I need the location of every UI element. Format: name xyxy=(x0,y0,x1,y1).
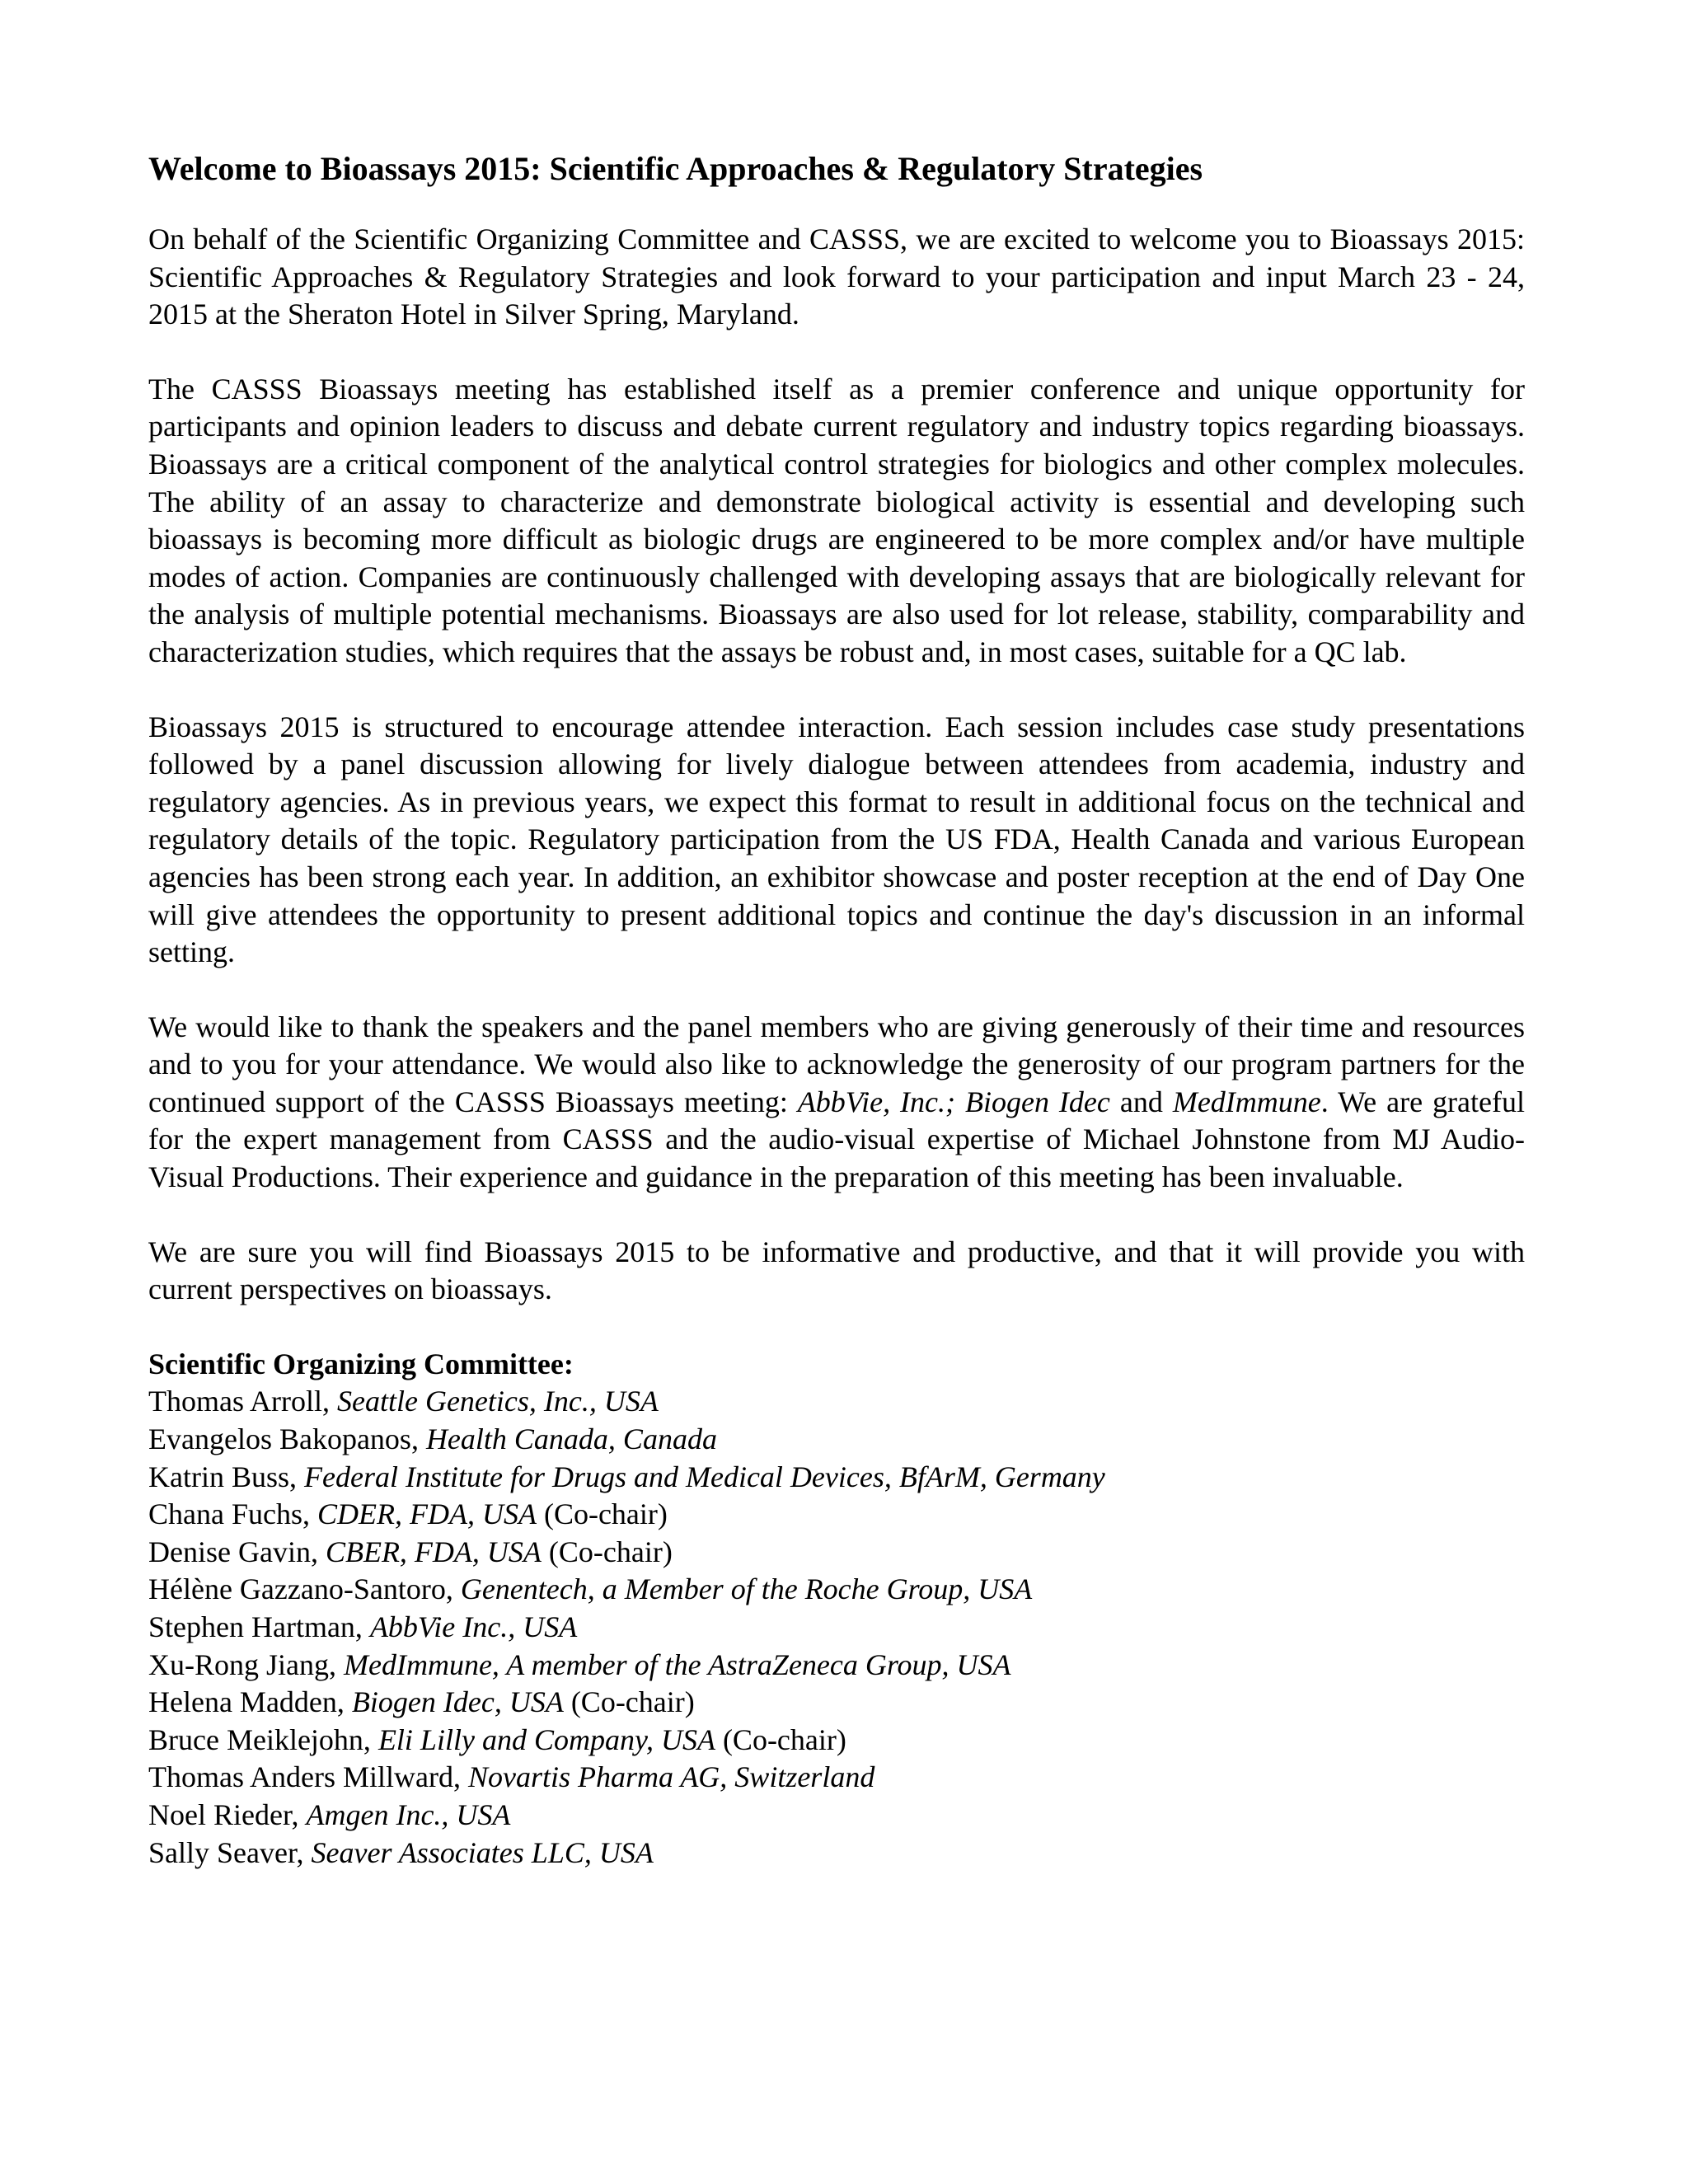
committee-member xyxy=(148,1759,1525,1797)
member-affiliation: CBER, FDA, USA xyxy=(325,1535,542,1568)
structure-paragraph: Bioassays 2015 is structured to encourage attendee interaction. Each session includes case study presentations followed by a panel discussion allowing for lively dialogue between attendees from academia, industry and regulatory agencies. As in previous years, we expect this format to result in additional focus on the technical and regulatory details of the topic. Regulatory participation from the US FDA, Health Canada and various European agencies has been strong each year. In addition, an exhibitor showcase and poster reception at the end of Day One will give attendees the opportunity to present additional topics and continue the day's discussion in an informal setting. xyxy=(148,710,1525,969)
committee-member xyxy=(148,1647,1525,1685)
member-affiliation: Eli Lilly and Company, USA xyxy=(377,1722,715,1756)
committee-member xyxy=(148,1722,1525,1760)
thanks-text-and: and xyxy=(1109,1085,1173,1118)
committee-section xyxy=(148,1346,1525,1872)
member-name: Sally Seaver, xyxy=(148,1835,312,1869)
committee-member xyxy=(148,1496,1525,1534)
member-role: (Co-chair) xyxy=(715,1722,846,1756)
thanks-text-after: . We are grateful for the expert management from CASSS and the audio-visual expertise of Michael Johnstone from MJ Audio-Visual Productions. Their experience and guidance in the preparation of this meeting has been invaluable. xyxy=(148,1085,1525,1194)
member-name: Denise Gavin, xyxy=(148,1535,326,1568)
program-partners-text: AbbVie, Inc.; Biogen Idec xyxy=(797,1085,1110,1118)
member-role: (Co-chair) xyxy=(536,1497,668,1531)
member-name: Bruce Meiklejohn, xyxy=(148,1722,378,1756)
committee-member xyxy=(148,1383,1525,1421)
committee-member xyxy=(148,1797,1525,1835)
committee-member xyxy=(148,1571,1525,1609)
member-affiliation: CDER, FDA, USA xyxy=(316,1497,537,1531)
thanks-paragraph xyxy=(148,1009,1525,1197)
member-name: Chana Fuchs, xyxy=(148,1497,317,1531)
member-role: (Co-chair) xyxy=(541,1535,673,1568)
document-page xyxy=(148,148,1525,1872)
member-role: (Co-chair) xyxy=(563,1685,695,1719)
member-affiliation: Seattle Genetics, Inc., USA xyxy=(336,1385,659,1418)
member-affiliation: Health Canada, Canada xyxy=(425,1422,717,1456)
program-partner-medimmune: MedImmune xyxy=(1172,1085,1321,1118)
member-affiliation: Novartis Pharma AG, Switzerland xyxy=(467,1760,875,1794)
committee-heading: Scientific Organizing Committee: xyxy=(148,1347,574,1380)
closing-paragraph: We are sure you will find Bioassays 2015 to be informative and productive, and that it will provide you with current perspectives on bioassays. xyxy=(148,1235,1525,1306)
meeting-description-paragraph: The CASSS Bioassays meeting has established itself as a premier conference and unique opportunity for participants and opinion leaders to discuss and debate current regulatory and industry topics regarding bioassays. Bioassays are a critical component of the analytical control strategies for biologics and other complex molecules. The ability of an assay to characterize and demonstrate biological activity is essential and developing such bioassays is becoming more difficult as biologic drugs are engineered to be more complex and/or have multiple modes of action. Companies are continuously challenged with developing assays that are biologically relevant for the analysis of multiple potential mechanisms. Bioassays are also used for lot release, stability, comparability and characterization studies, which requires that the assays be robust and, in most cases, suitable for a QC lab. xyxy=(148,372,1525,668)
member-affiliation: MedImmune, A member of the AstraZeneca Group, USA xyxy=(344,1647,1011,1681)
member-name: Stephen Hartman, xyxy=(148,1610,370,1643)
committee-member xyxy=(148,1835,1525,1872)
committee-member-list xyxy=(148,1383,1525,1872)
member-name: Evangelos Bakopanos, xyxy=(148,1422,426,1456)
member-name: Katrin Buss, xyxy=(148,1460,304,1493)
committee-member xyxy=(148,1421,1525,1459)
member-affiliation: Seaver Associates LLC, USA xyxy=(311,1835,654,1869)
member-name: Thomas Anders Millward, xyxy=(148,1760,468,1794)
member-name: Thomas Arroll, xyxy=(148,1385,337,1418)
member-name: Helena Madden, xyxy=(148,1685,352,1719)
thanks-text-before: We would like to thank the speakers and the panel members who are giving generously of their time and resources and to you for your attendance. We would also like to acknowledge the generosity of our program partners for the continued support of the CASSS Bioassays meeting: xyxy=(148,1010,1525,1118)
committee-member xyxy=(148,1684,1525,1722)
member-name: Xu-Rong Jiang, xyxy=(148,1647,344,1681)
committee-member xyxy=(148,1459,1525,1497)
member-name: Noel Rieder, xyxy=(148,1797,307,1831)
member-affiliation: AbbVie Inc., USA xyxy=(369,1610,578,1643)
page-title: Welcome to Bioassays 2015: Scientific Approaches & Regulatory Strategies xyxy=(148,150,1203,187)
member-affiliation: Federal Institute for Drugs and Medical Devices, BfArM, Germany xyxy=(304,1460,1105,1493)
committee-member xyxy=(148,1609,1525,1647)
member-affiliation: Biogen Idec, USA xyxy=(351,1685,564,1719)
member-name: Hélène Gazzano-Santoro, xyxy=(148,1572,461,1606)
member-affiliation: Genentech, a Member of the Roche Group, USA xyxy=(460,1572,1033,1606)
committee-member xyxy=(148,1534,1525,1572)
member-affiliation: Amgen Inc., USA xyxy=(306,1797,511,1831)
intro-paragraph: On behalf of the Scientific Organizing Committee and CASSS, we are excited to welcome you to Bioassays 2015: Scientific Approaches & Regulatory Strategies and look forward to your participation and input March 23 - 24, 2015 at the Sheraton Hotel in Silver Spring, Maryland. xyxy=(148,223,1525,331)
